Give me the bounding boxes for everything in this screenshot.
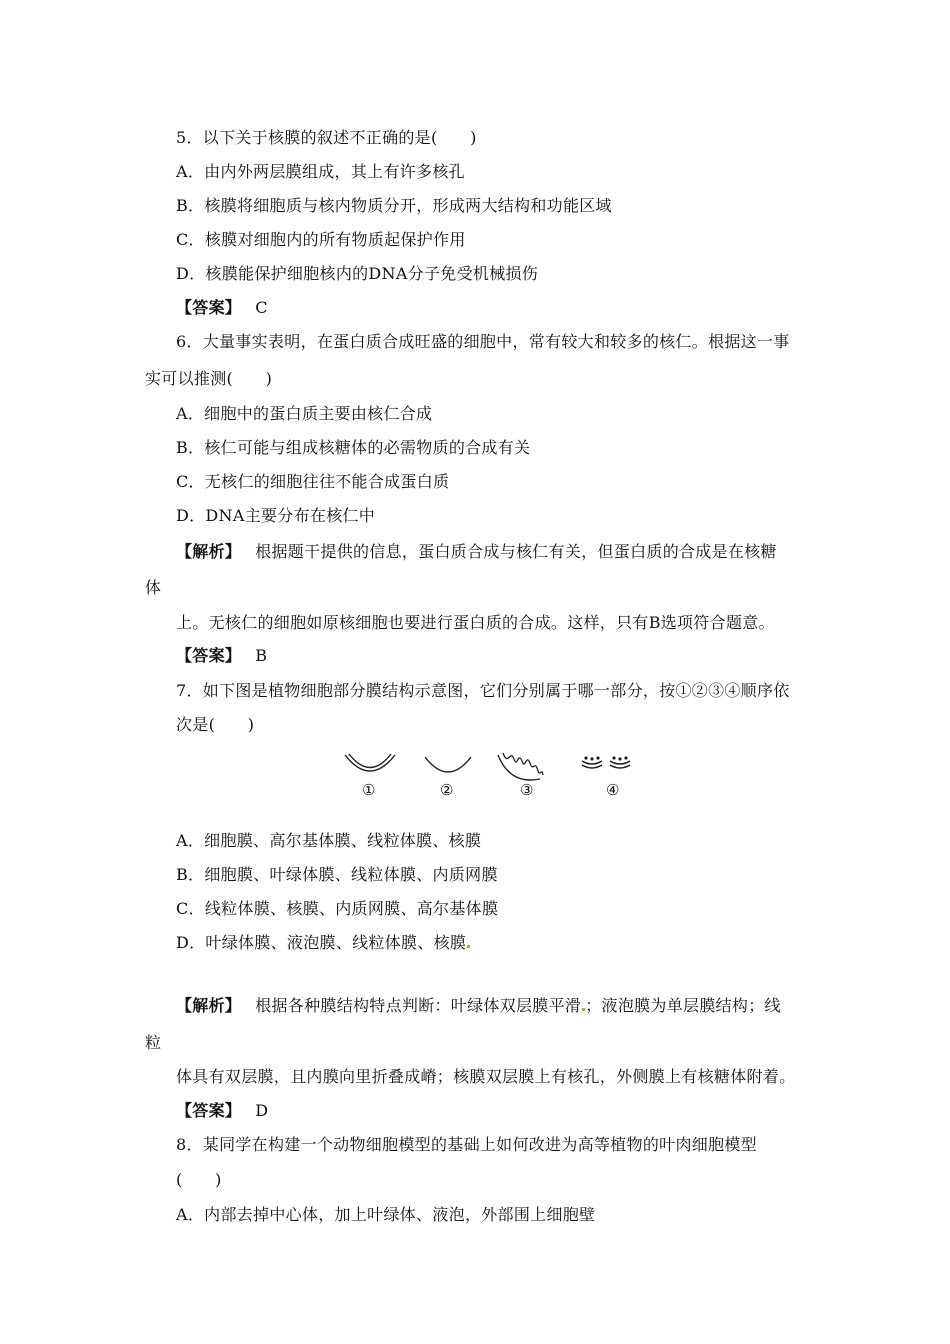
q5-option-b: B．核膜将细胞质与核内物质分开，形成两大结构和功能区域 [176,196,612,215]
q6-analysis-line-2: 体 [145,578,162,597]
membrane-4-pores [582,756,630,768]
figure-label-1: ① [362,781,376,799]
answer-value: C [255,298,268,317]
q6-answer-row [176,646,267,666]
answer-label: 【答案】 [176,298,242,317]
answer-label: 【答案】 [176,1101,242,1120]
q7-stem-line-1: 7．如下图是植物细胞部分膜结构示意图，它们分别属于哪一部分，按①②③④顺序依 [176,681,790,700]
membrane-3-folded [498,753,543,780]
q7-stem-line-2: 次是( ) [176,715,255,734]
q7-analysis-line-3: 体具有双层膜，且内膜向里折叠成嵴；核膜双层膜上有核孔，外侧膜上有核糖体附着。 [176,1067,796,1086]
q6-stem-line-1: 6．大量事实表明，在蛋白质合成旺盛的细胞中，常有较大和较多的核仁。根据这一事 [176,332,790,351]
analysis-label: 【解析】 [176,996,242,1015]
answer-label: 【答案】 [176,646,242,665]
figure-label-4: ④ [606,781,620,799]
q7-analysis-line-1 [176,996,781,1016]
q5-answer-row [176,298,268,318]
q6-analysis-line-1 [176,542,777,562]
q7-option-c: C．线粒体膜、核膜、内质网膜、高尔基体膜 [176,899,499,918]
q5-option-d: D．核膜能保护细胞核内的DNA分子免受机械损伤 [176,264,539,283]
membrane-1-double-smooth [345,754,395,771]
q5-stem: 5．以下关于核膜的叙述不正确的是( ) [176,128,477,147]
analysis-text-b: ；液泡膜为单层膜结构；线 [585,996,781,1015]
figure-label-3: ③ [520,781,534,799]
q8-option-a: A．内部去掉中心体，加上叶绿体、液泡，外部围上细胞壁 [176,1205,596,1224]
q5-option-a: A．由内外两层膜组成，其上有许多核孔 [176,162,465,181]
membrane-diagrams [340,745,650,805]
q6-analysis-line-3: 上。无核仁的细胞如原核细胞也要进行蛋白质的合成。这样，只有B选项符合题意。 [176,613,775,632]
option-text: D．叶绿体膜、液泡膜、线粒体膜、核膜 [176,933,467,952]
analysis-text: 根据题干提供的信息，蛋白质合成与核仁有关，但蛋白质的合成是在核糖 [255,542,777,561]
q8-stem-line-2: ( ) [176,1170,222,1189]
q8-stem-line-1: 8．某同学在构建一个动物细胞模型的基础上如何改进为高等植物的叶肉细胞模型 [176,1135,757,1154]
q7-answer-row [176,1101,268,1121]
q6-stem-line-2: 实可以推测( ) [145,369,273,388]
q6-option-d: D．DNA主要分布在核仁中 [176,506,376,525]
figure-label-2: ② [440,781,454,799]
q7-option-b: B．细胞膜、叶绿体膜、线粒体膜、内质网膜 [176,865,498,884]
membrane-structure-figure [340,745,650,805]
membrane-2-single [425,757,471,772]
ink-dot [467,945,470,948]
q5-option-c: C．核膜对细胞内的所有物质起保护作用 [176,230,466,249]
answer-value: D [255,1101,269,1120]
q6-option-b: B．核仁可能与组成核糖体的必需物质的合成有关 [176,438,531,457]
q7-option-a: A．细胞膜、高尔基体膜、线粒体膜、核膜 [176,831,482,850]
q7-analysis-line-2: 粒 [145,1033,162,1052]
analysis-text-a: 根据各种膜结构特点判断：叶绿体双层膜平滑 [255,996,582,1015]
q6-option-c: C．无核仁的细胞往往不能合成蛋白质 [176,472,450,491]
analysis-label: 【解析】 [176,542,242,561]
q6-option-a: A．细胞中的蛋白质主要由核仁合成 [176,404,433,423]
answer-value: B [255,646,268,665]
q7-option-d [176,933,470,953]
